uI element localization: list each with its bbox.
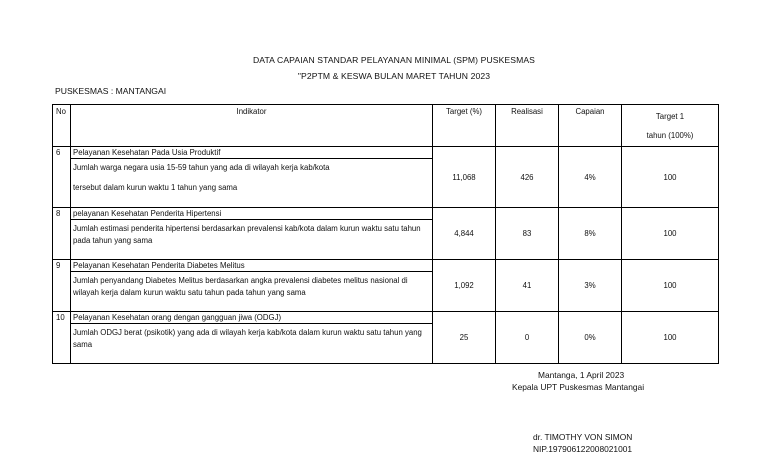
row-realisasi: 426: [496, 147, 559, 208]
table-row: [53, 208, 719, 260]
row-capaian: 4%: [559, 147, 622, 208]
row-target: 1,092: [433, 260, 496, 312]
column-header-no: No: [53, 105, 71, 147]
row-target1: 100: [622, 260, 719, 312]
target1-line2: tahun (100%): [646, 131, 694, 140]
document-subtitle: "P2PTM & KESWA BULAN MARET TAHUN 2023: [297, 71, 491, 81]
row-realisasi: 41: [496, 260, 559, 312]
row-target1: 100: [622, 147, 719, 208]
table-row: [53, 147, 719, 208]
row-description-line1: Jumlah warga negara usia 15-59 tahun yang ada di wilayah kerja kab/kota: [73, 163, 330, 172]
row-no: 9: [53, 260, 71, 312]
row-target: 11,068: [433, 147, 496, 208]
spm-table: [52, 104, 719, 364]
row-description-line2: tersebut dalam kurun waktu 1 tahun yang sama: [73, 183, 238, 192]
row-description: Jumlah penyandang Diabetes Melitus berdasarkan angka prevalensi diabetes melitus nasional di wilayah kerja dalam kurun waktu satu tahun pada tahun yang sama: [73, 276, 408, 297]
row-description: [71, 159, 432, 194]
row-title: Pelayanan Kesehatan Pada Usia Produktif: [71, 147, 432, 159]
row-title: pelayanan Kesehatan Penderita Hipertensi: [71, 208, 432, 220]
document-title: DATA CAPAIAN STANDAR PELAYANAN MINIMAL (SPM) PUSKESMAS: [252, 55, 536, 65]
row-target1: 100: [622, 208, 719, 260]
row-capaian: 3%: [559, 260, 622, 312]
row-realisasi: 83: [496, 208, 559, 260]
row-no: 8: [53, 208, 71, 260]
row-description: Jumlah estimasi penderita hipertensi berdasarkan prevalensi kab/kota dalam kurun waktu satu tahun pada tahun yang sama: [73, 224, 421, 245]
row-title: Pelayanan Kesehatan Penderita Diabetes Melitus: [71, 260, 432, 272]
row-capaian: 8%: [559, 208, 622, 260]
signature-name: dr. TIMOTHY VON SIMON: [533, 432, 633, 442]
column-header-target: Target (%): [433, 105, 496, 147]
row-indikator: [71, 312, 433, 364]
row-title: Pelayanan Kesehatan orang dengan gangguan jiwa (ODGJ): [71, 312, 432, 324]
row-target: 4,844: [433, 208, 496, 260]
target1-line1: Target 1: [655, 112, 685, 121]
row-no: 6: [53, 147, 71, 208]
row-indikator: [71, 260, 433, 312]
table-row: [53, 312, 719, 364]
puskesmas-label: PUSKESMAS : MANTANGAI: [55, 86, 167, 96]
row-target1: 100: [622, 312, 719, 364]
row-indikator: [71, 147, 433, 208]
row-indikator: [71, 208, 433, 260]
row-target: 25: [433, 312, 496, 364]
column-header-indikator: Indikator: [71, 105, 433, 147]
row-no: 10: [53, 312, 71, 364]
row-capaian: 0%: [559, 312, 622, 364]
column-header-target-1-tahun: [622, 105, 719, 147]
table-row: [53, 260, 719, 312]
signature-nip: NIP.197906122008021001: [533, 444, 633, 454]
signature-place-date: Mantanga, 1 April 2023: [538, 370, 625, 380]
row-realisasi: 0: [496, 312, 559, 364]
column-header-capaian: Capaian: [559, 105, 622, 147]
signature-position: Kepala UPT Puskesmas Mantangai: [512, 382, 645, 392]
table-header-row: [53, 105, 719, 147]
column-header-realisasi: Realisasi: [496, 105, 559, 147]
row-description: Jumlah ODGJ berat (psikotik) yang ada di wilayah kerja kab/kota dalam kurun waktu satu tahun yang sama: [73, 328, 422, 349]
